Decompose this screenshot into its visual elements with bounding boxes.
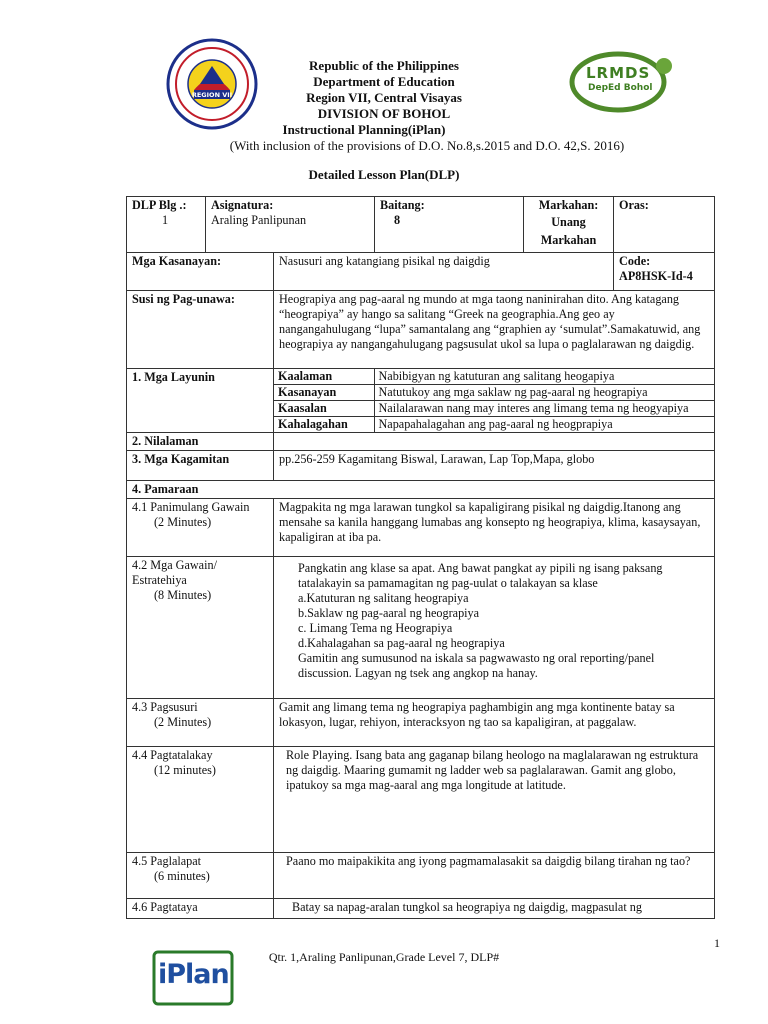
lrmds-logo-subtext: DepEd Bohol [588, 83, 653, 93]
nilalaman-label: 2. Nilalaman [127, 433, 274, 451]
step-label: 4.3 Pagsusuri [132, 700, 198, 714]
step-label: 4.6 Pagtataya [127, 899, 274, 919]
layunin-text: Nabibigyan ng katuturan ang salitang heogapiya [374, 369, 714, 385]
markahan-value: Unang Markahan [540, 215, 597, 247]
step-text: Magpakita ng mga larawan tungkol sa kapaligirang pisikal ng daigdig.Itanong ang mensahe sa kanila hanggang lumabas ang konsepto ng heograpiya, klima, kasaysayan, kapaligiran at iba pa. [274, 499, 715, 557]
nilalaman-value [274, 433, 715, 451]
svg-text:REGION VII: REGION VII [191, 91, 233, 99]
header-division: DIVISION OF BOHOL [317, 106, 451, 121]
baitang-cell [375, 197, 524, 253]
step-label-cell [127, 853, 274, 899]
asignatura-value: Araling Panlipunan [211, 213, 307, 227]
table-row [274, 385, 714, 401]
kasanayan-value: Nasusuri ang katangiang pisikal ng daigdig [274, 253, 614, 291]
layunin-cell [274, 369, 715, 433]
step-label-cell [127, 699, 274, 747]
layunin-domain: Kaasalan [274, 401, 374, 417]
document-title: Detailed Lesson Plan(DLP) [308, 167, 460, 182]
table-row [127, 481, 715, 499]
kagamitan-value: pp.256-259 Kagamitang Biswal, Larawan, Lap Top,Mapa, globo [274, 451, 715, 481]
markahan-label: Markahan: [538, 198, 599, 212]
code-value: AP8HSK-Id-4 [619, 269, 693, 283]
layunin-text: Natutukoy ang mga saklaw ng pag-aaral ng heograpiya [374, 385, 714, 401]
oras-cell [614, 197, 715, 253]
header-department: Department of Education [313, 74, 455, 89]
list-item: b.Saklaw ng pag-aaral ng heograpiya [298, 606, 480, 620]
oras-label: Oras: [619, 198, 649, 212]
layunin-table [274, 369, 714, 432]
dlp-table [126, 196, 715, 919]
iplan-logo [152, 950, 234, 1006]
layunin-domain: Kasanayan [274, 385, 374, 401]
layunin-domain: Kahalagahan [274, 417, 374, 433]
header-region: Region VII, Central Visayas [306, 90, 462, 105]
table-row [127, 853, 715, 899]
step-time: (2 Minutes) [154, 515, 212, 529]
table-row [127, 369, 715, 433]
step-label-cell [127, 557, 274, 699]
kasanayan-label: Mga Kasanayan: [127, 253, 274, 291]
dlp-number-cell [127, 197, 206, 253]
step-time: (2 Minutes) [154, 715, 212, 729]
step-label: 4.2 Mga Gawain/ Estratehiya [132, 558, 217, 587]
step-time: (12 minutes) [154, 763, 216, 777]
header-republic: Republic of the Philippines [309, 58, 459, 73]
baitang-value: 8 [394, 213, 401, 227]
table-row [127, 197, 715, 253]
layunin-text: Nailalarawan nang may interes ang limang tema ng heogyapiya [374, 401, 714, 417]
step-text-cell [274, 557, 715, 699]
asignatura-cell [206, 197, 375, 253]
dlp-number-label: DLP Blg .: [132, 198, 187, 212]
baitang-label: Baitang: [380, 198, 425, 212]
step-text-2: Gamitin ang sumusunod na iskala sa pagwawasto ng oral reporting/panel discussion. Lagyan ng tsek ang angkop na hanay. [298, 651, 655, 680]
list-item: c. Limang Tema ng Heograpiya [298, 621, 453, 635]
step-label-cell [127, 747, 274, 853]
lrmds-logo-text: LRMDS [586, 64, 651, 82]
layunin-domain: Kaalaman [274, 369, 374, 385]
code-cell [614, 253, 715, 291]
table-row [127, 747, 715, 853]
step-label: 4.5 Paglalapat [132, 854, 202, 868]
step-label: 4.4 Pagtatalakay [132, 748, 213, 762]
table-row [127, 899, 715, 919]
dlp-number-value: 1 [162, 213, 169, 227]
table-row [127, 291, 715, 369]
susi-value: Heograpiya ang pag-aaral ng mundo at mga taong naninirahan dito. Ang katagang “heograpiya” ay hango sa salitang “Greek na geographia.Ang geo ay nangangahulugang “lupa” samantalang ang “graphien ay ‘sumulat”.Samakatuwid, ang heograpiya ay nangangahulugang pagsusulat ukol sa lupa o paglalarawan ng daigdig. [274, 291, 715, 369]
header-provisions: (With inclusion of the provisions of D.O. No.8,s.2015 and D.O. 42,S. 2016) [229, 138, 625, 153]
list-item: d.Kahalagahan sa pag-aaral ng heograpiya [298, 636, 505, 650]
list-item: a.Katuturan ng salitang heograpiya [298, 591, 469, 605]
table-row [127, 253, 715, 291]
table-row [127, 699, 715, 747]
code-label: Code: [619, 254, 651, 268]
table-row [127, 499, 715, 557]
step-label-cell [127, 499, 274, 557]
footer-text: Qtr. 1,Araling Panlipunan,Grade Level 7, DLP# [268, 950, 500, 964]
header-iplan: Instructional Planning(iPlan) [282, 122, 446, 137]
table-row [127, 433, 715, 451]
step-text: Paano mo maipakikita ang iyong pagmamalasakit sa daigdig bilang tirahan ng tao? [274, 853, 715, 899]
susi-label: Susi ng Pag-unawa: [127, 291, 274, 369]
pamaraan-label: 4. Pamaraan [127, 481, 715, 499]
table-row [274, 369, 714, 385]
table-row [274, 417, 714, 433]
layunin-text: Napapahalagahan ang pag-aaral ng heogprapiya [374, 417, 714, 433]
step-text: Role Playing. Isang bata ang gaganap bilang heologo na maglalarawan ng estruktura ng daigdig. Maaring gumamit ng ladder web sa paglalarawan. Gamit ang globo, ipatukoy sa mga mag-aaral ang mga longitude at latitude. [274, 747, 715, 853]
asignatura-label: Asignatura: [211, 198, 274, 212]
markahan-cell [524, 197, 614, 253]
kagamitan-label: 3. Mga Kagamitan [127, 451, 274, 481]
step-time: (6 minutes) [154, 869, 210, 883]
iplan-logo-text: iPlan [158, 959, 229, 990]
table-row [274, 401, 714, 417]
step-label: 4.1 Panimulang Gawain [132, 500, 250, 514]
table-row [127, 451, 715, 481]
table-row [127, 557, 715, 699]
lrmds-logo [566, 48, 678, 114]
step-time: (8 Minutes) [154, 588, 212, 602]
step-text: Gamit ang limang tema ng heograpiya paghambigin ang mga kontinente batay sa lokasyon, lugar, rehiyon, interacksyon ng tao sa kapaligiran, at paggalaw. [274, 699, 715, 747]
page-number: 1 [714, 936, 720, 950]
step-text: Batay sa napag-aralan tungkol sa heograpiya ng daigdig, magpasulat ng [274, 899, 715, 919]
step-text: Pangkatin ang klase sa apat. Ang bawat pangkat ay pipili ng isang paksang tatalakayin sa pamamagitan ng pag-uulat o talakayan sa klase [298, 561, 663, 590]
layunin-label: 1. Mga Layunin [127, 369, 274, 433]
